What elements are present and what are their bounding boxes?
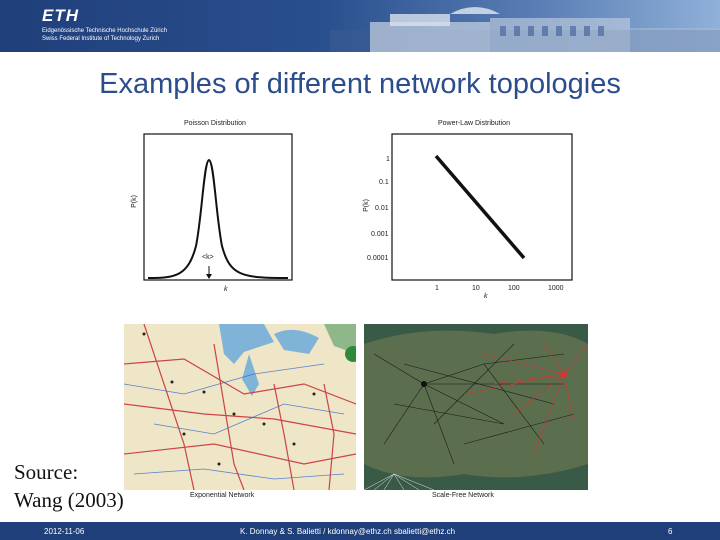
powerlaw-xtick-10: 10 — [472, 285, 480, 292]
powerlaw-plot — [362, 116, 582, 306]
footer-date: 2012-11-06 — [44, 527, 85, 536]
source-citation: Source: Wang (2003) — [14, 460, 124, 512]
institution-name: Eidgenössische Technische Hochschule Zürich Swiss Federal Institute of Technology Zurich — [42, 28, 167, 42]
slide-title: Examples of different network topologies — [99, 68, 621, 100]
poisson-distribution-panel — [126, 116, 358, 302]
exponential-network-caption: Exponential Network — [190, 492, 255, 499]
footer-authors: K. Donnay & S. Balietti / kdonnay@ethz.ch sbalietti@ethz.ch — [240, 527, 456, 536]
powerlaw-ytick-0.0001: 0.0001 — [367, 255, 389, 262]
scalefree-network-panel — [364, 324, 588, 504]
poisson-title: Poisson Distribution — [184, 120, 246, 127]
eth-logo: ETH — [42, 6, 79, 25]
slide-footer — [0, 522, 720, 540]
eth-building-skyline — [330, 0, 720, 52]
exponential-network-panel — [124, 324, 356, 504]
airline-network-image — [364, 324, 588, 490]
powerlaw-xtick-1000: 1000 — [548, 285, 564, 292]
eth-header-banner — [0, 0, 720, 52]
powerlaw-ytick-0.1: 0.1 — [379, 179, 389, 186]
powerlaw-ytick-0.001: 0.001 — [371, 231, 389, 238]
powerlaw-ytick-1: 1 — [386, 156, 390, 163]
poisson-plot — [126, 116, 358, 302]
poisson-mean-label: <k> — [202, 254, 214, 261]
footer-page-number: 6 — [668, 527, 673, 536]
powerlaw-ylabel: P(k) — [362, 199, 370, 212]
us-road-map-image — [124, 324, 356, 490]
powerlaw-xtick-1: 1 — [435, 285, 439, 292]
powerlaw-ytick-0.01: 0.01 — [375, 205, 389, 212]
powerlaw-xtick-100: 100 — [508, 285, 520, 292]
poisson-xlabel: k — [224, 286, 228, 293]
powerlaw-title: Power-Law Distribution — [438, 120, 510, 127]
poisson-ylabel: P(k) — [130, 195, 138, 208]
scalefree-network-caption: Scale-Free Network — [432, 492, 494, 499]
powerlaw-distribution-panel — [362, 116, 582, 306]
powerlaw-xlabel: k — [484, 293, 488, 300]
